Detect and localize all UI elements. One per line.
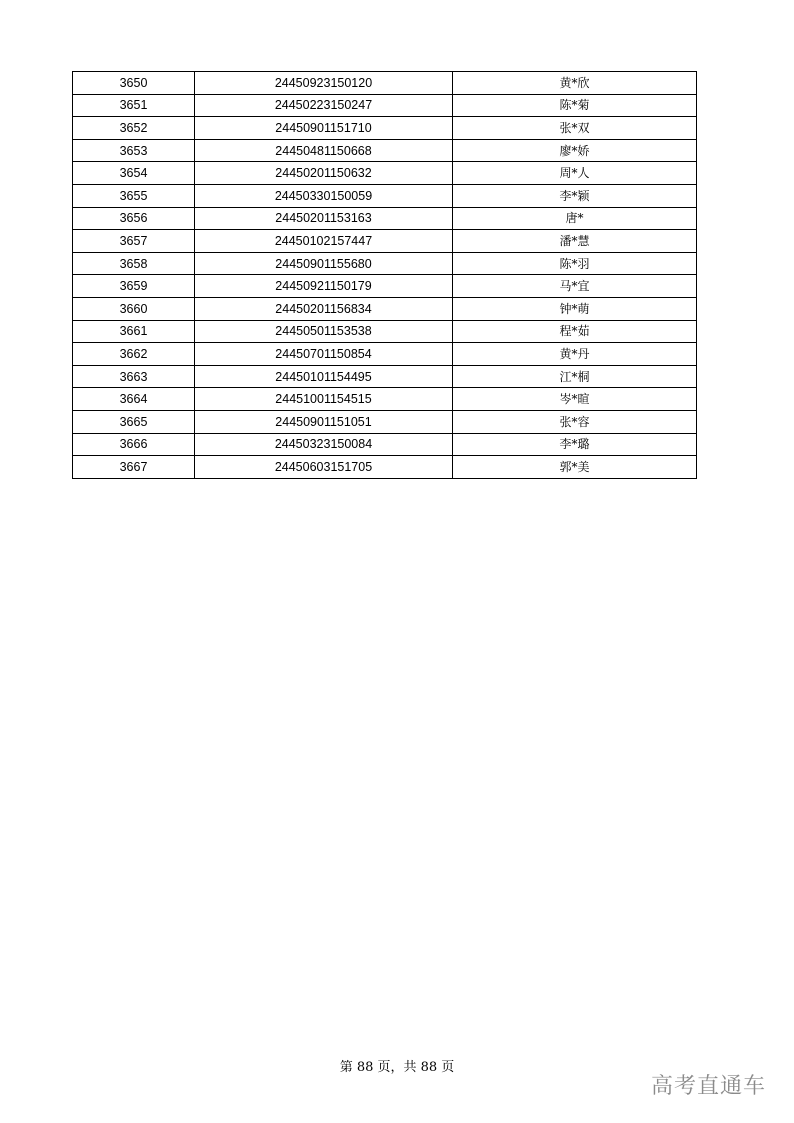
- table-row: [73, 72, 697, 95]
- table-row: [73, 365, 697, 388]
- row-number-cell: 3652: [73, 117, 195, 140]
- candidate-name-cell: 李*璐: [453, 433, 697, 456]
- watermark: 高考直通车: [650, 1074, 766, 1099]
- candidate-name-cell: 陈*羽: [453, 252, 697, 275]
- candidate-name-cell: 程*茹: [453, 320, 697, 343]
- results-table-body: [73, 72, 697, 479]
- row-number-cell: 3661: [73, 320, 195, 343]
- candidate-name-cell: 潘*慧: [453, 230, 697, 253]
- candidate-id-cell: 24450330150059: [195, 184, 453, 207]
- table-row: [73, 139, 697, 162]
- table-row: [73, 275, 697, 298]
- candidate-name-cell: 马*宜: [453, 275, 697, 298]
- candidate-id-cell: 24450901151051: [195, 410, 453, 433]
- table-row: [73, 162, 697, 185]
- candidate-id-cell: 24450921150179: [195, 275, 453, 298]
- candidate-id-cell: 24450223150247: [195, 94, 453, 117]
- candidate-id-cell: 24450901151710: [195, 117, 453, 140]
- candidate-name-cell: 郭*美: [453, 456, 697, 479]
- candidate-name-cell: 张*双: [453, 117, 697, 140]
- candidate-name-cell: 黄*丹: [453, 343, 697, 366]
- table-row: [73, 343, 697, 366]
- candidate-id-cell: 24450101154495: [195, 365, 453, 388]
- candidate-name-cell: 周*人: [453, 162, 697, 185]
- candidate-id-cell: 24450323150084: [195, 433, 453, 456]
- row-number-cell: 3660: [73, 297, 195, 320]
- candidate-name-cell: 唐*: [453, 207, 697, 230]
- row-number-cell: 3650: [73, 72, 195, 95]
- table-row: [73, 184, 697, 207]
- candidate-id-cell: 24450603151705: [195, 456, 453, 479]
- table-row: [73, 230, 697, 253]
- candidate-name-cell: 张*容: [453, 410, 697, 433]
- row-number-cell: 3656: [73, 207, 195, 230]
- candidate-name-cell: 岑*暄: [453, 388, 697, 411]
- row-number-cell: 3662: [73, 343, 195, 366]
- results-table: [72, 71, 697, 479]
- row-number-cell: 3654: [73, 162, 195, 185]
- candidate-name-cell: 廖*娇: [453, 139, 697, 162]
- candidate-id-cell: 24450901155680: [195, 252, 453, 275]
- table-row: [73, 388, 697, 411]
- row-number-cell: 3657: [73, 230, 195, 253]
- candidate-id-cell: 24450481150668: [195, 139, 453, 162]
- table-row: [73, 297, 697, 320]
- candidate-id-cell: 24450201150632: [195, 162, 453, 185]
- candidate-name-cell: 江*桐: [453, 365, 697, 388]
- row-number-cell: 3665: [73, 410, 195, 433]
- table-row: [73, 252, 697, 275]
- row-number-cell: 3667: [73, 456, 195, 479]
- table-row: [73, 117, 697, 140]
- candidate-id-cell: 24450201153163: [195, 207, 453, 230]
- table-row: [73, 433, 697, 456]
- row-number-cell: 3659: [73, 275, 195, 298]
- candidate-id-cell: 24450102157447: [195, 230, 453, 253]
- row-number-cell: 3663: [73, 365, 195, 388]
- candidate-name-cell: 李*颖: [453, 184, 697, 207]
- candidate-id-cell: 24451001154515: [195, 388, 453, 411]
- candidate-name-cell: 钟*萌: [453, 297, 697, 320]
- candidate-name-cell: 陈*菊: [453, 94, 697, 117]
- row-number-cell: 3664: [73, 388, 195, 411]
- row-number-cell: 3653: [73, 139, 195, 162]
- page-footer: 第 88 页，共 88 页: [339, 1060, 455, 1075]
- table-row: [73, 410, 697, 433]
- table-row: [73, 207, 697, 230]
- candidate-id-cell: 24450501153538: [195, 320, 453, 343]
- candidate-id-cell: 24450701150854: [195, 343, 453, 366]
- candidate-id-cell: 24450923150120: [195, 72, 453, 95]
- table-row: [73, 94, 697, 117]
- candidate-name-cell: 黄*欣: [453, 72, 697, 95]
- table-row: [73, 456, 697, 479]
- row-number-cell: 3666: [73, 433, 195, 456]
- table-row: [73, 320, 697, 343]
- row-number-cell: 3651: [73, 94, 195, 117]
- candidate-id-cell: 24450201156834: [195, 297, 453, 320]
- row-number-cell: 3655: [73, 184, 195, 207]
- row-number-cell: 3658: [73, 252, 195, 275]
